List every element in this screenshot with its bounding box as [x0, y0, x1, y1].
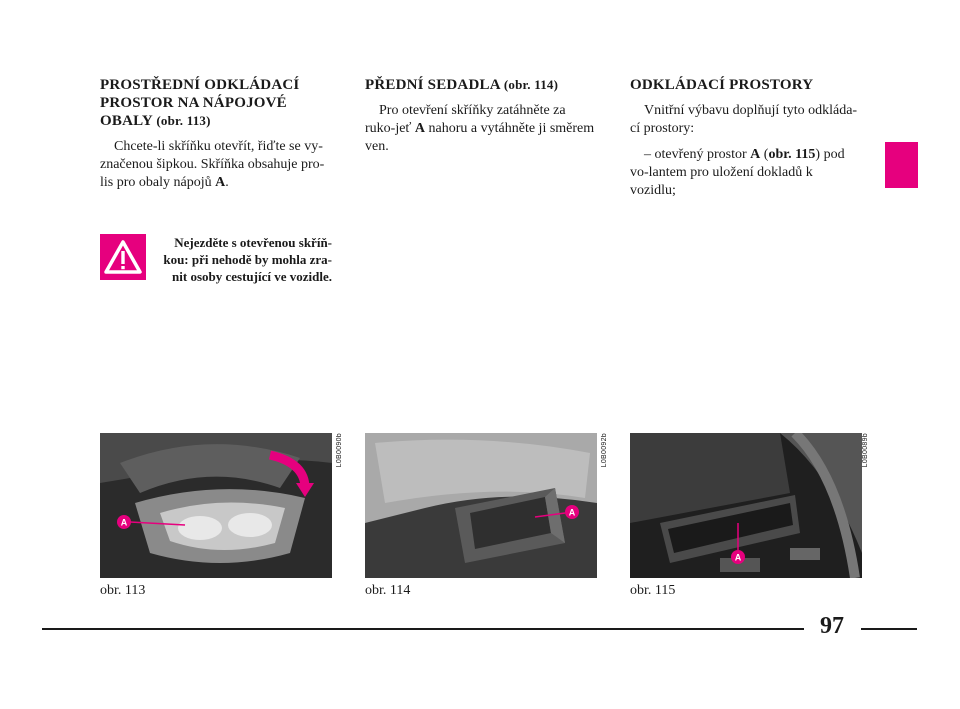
section-title: PROSTŘEDNÍ ODKLÁDACÍ PROSTOR NA NÁPOJOVÉ OBALY (obr. 113): [100, 77, 300, 129]
section-list-item: – otevřený prostor A (obr. 115) pod vo-lantem pro uložení dokladů k vozidlu;: [630, 147, 845, 198]
figure-drink-holder-photo: [100, 433, 332, 578]
section-front-seats: [365, 76, 597, 164]
section-drink-holder: [100, 76, 332, 200]
section-title: PŘEDNÍ SEDADLA (obr. 114): [365, 77, 559, 93]
figure-caption: obr. 114: [365, 583, 411, 598]
figure-code: L0B0092b: [601, 433, 608, 468]
figure-marker-a: A: [120, 517, 128, 528]
figure-under-steering-storage-photo: [630, 433, 862, 578]
figure-marker-a: A: [734, 552, 742, 563]
warning-triangle-icon: [100, 234, 146, 280]
figure-code: L0B0089b: [862, 433, 869, 468]
warning-text: Nejezděte s otevřenou skříň-kou: při nehodě by mohla zra-nit osoby cestující ve vozidle.: [163, 235, 332, 284]
section-paragraph: Chcete-li skříňku otevřít, řiďte se vy-značenou šipkou. Skříňka obsahuje pro-lis pro obaly nápojů A.: [100, 139, 325, 190]
figure-caption: obr. 115: [630, 583, 676, 598]
page-number: 97: [820, 613, 844, 639]
footer-rule: [861, 628, 917, 630]
warning-box: [100, 234, 332, 284]
figure-front-seat-drawer-photo: [365, 433, 597, 578]
section-paragraph: Pro otevření skříňky zatáhněte za ruko-jeť A nahoru a vytáhněte ji směrem ven.: [365, 103, 595, 154]
footer-rule: [42, 628, 804, 630]
section-paragraph: Vnitřní výbavu doplňují tyto odkláda-cí prostory:: [630, 103, 858, 136]
chapter-tab-marker: [885, 142, 918, 188]
section-storage-compartments: [630, 76, 862, 208]
figure-caption: obr. 113: [100, 583, 146, 598]
figure-code: L0B0090b: [336, 433, 343, 468]
section-title: ODKLÁDACÍ PROSTORY: [630, 77, 814, 93]
figure-marker-a: A: [568, 507, 576, 518]
